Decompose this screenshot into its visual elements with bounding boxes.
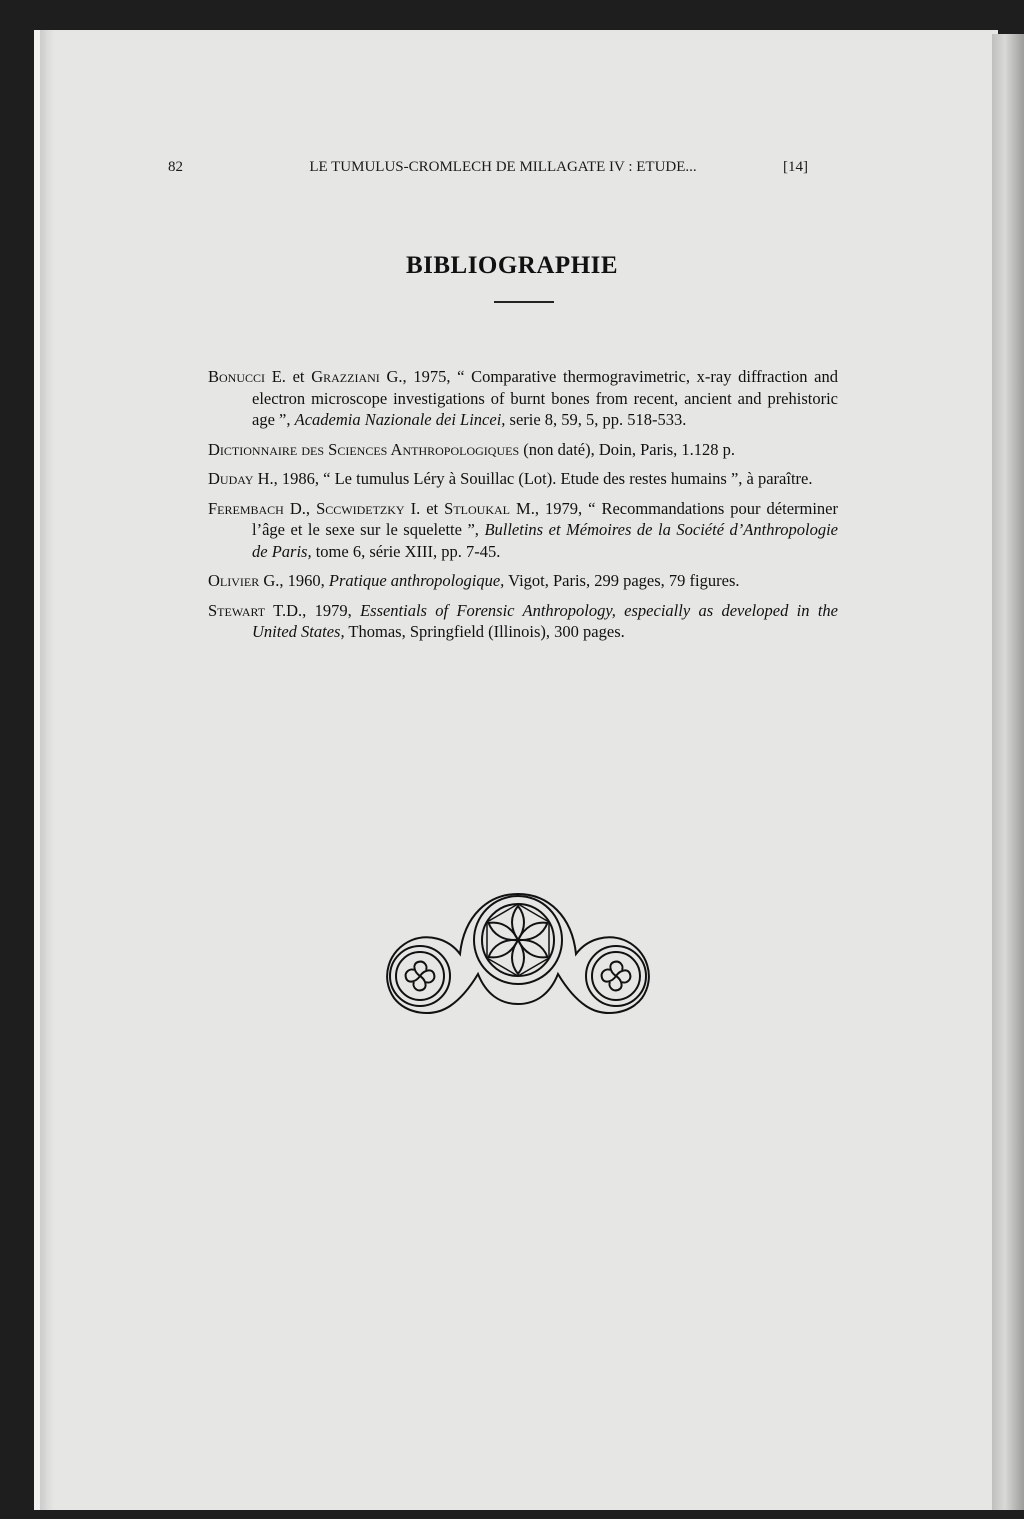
author: Grazziani [311,367,380,386]
running-title: LE TUMULUS-CROMLECH DE MILLAGATE IV : ETUDE... [309,159,697,175]
author: Stloukal [444,498,510,518]
book-title: Pratique anthropologique, [328,571,505,590]
running-header [168,159,808,176]
entry-text: tome 6, série XIII, pp. 7-45. [311,541,501,561]
entry-text: G., 1975, “ Comparative thermogravimetric, x-ray diffraction and electron microscope investigations of burnt bones from recent, ancient and prehistoric age ”, [252,367,838,429]
author: Duday [208,469,254,488]
journal-title: Bulletins et Mémoires de la Société d’Anthropologie de Paris, [252,520,838,561]
page-number: 82 [168,159,183,175]
page-title: BIBLIOGRAPHIE [405,252,619,279]
journal-title: Academia Nazionale dei Lincei, [294,410,506,429]
entry-text: E. et [265,367,312,386]
bib-entry-dictionnaire [208,439,838,461]
entry-text: T.D., 1979, [265,600,361,620]
book-title: Essentials of Forensic Anthropology, especially as developed in the United States, [252,600,838,641]
rosette-ornament [368,876,658,1016]
entry-text: serie 8, 59, 5, pp. 518-533. [505,410,687,429]
bib-entry-ferembach [208,498,838,563]
author: Sccwidetzky [316,498,405,518]
author: Dictionnaire des Sciences Anthropologiques [208,439,520,459]
title-rule [494,301,554,303]
author: Stewart [208,600,266,620]
author: Ferembach [208,498,284,518]
bib-entry-stewart [208,600,838,643]
entry-text: M., 1979, “ Recommandations pour déterminer l’âge et le sexe sur le squelette ”, [252,498,838,539]
author: Olivier [208,571,260,590]
bib-entry-duday [208,468,838,490]
entry-text: D., [283,498,317,518]
bib-entry-bonucci [208,366,838,431]
section-ref: [14] [783,159,808,175]
entry-text: (non daté), Doin, Paris, 1.128 p. [519,439,735,459]
entry-text: G., 1960, [259,571,329,590]
bib-entry-olivier [208,570,838,592]
bibliography-list [208,366,838,651]
entry-text: H., 1986, “ Le tumulus Léry à Souillac (Lot). Etude des restes humains ”, à paraître. [253,469,813,488]
author: Bonucci [208,367,266,386]
entry-text: Thomas, Springfield (Illinois), 300 pages. [344,622,625,641]
entry-text: I. et [404,498,445,518]
entry-text: Vigot, Paris, 299 pages, 79 figures. [504,571,740,590]
